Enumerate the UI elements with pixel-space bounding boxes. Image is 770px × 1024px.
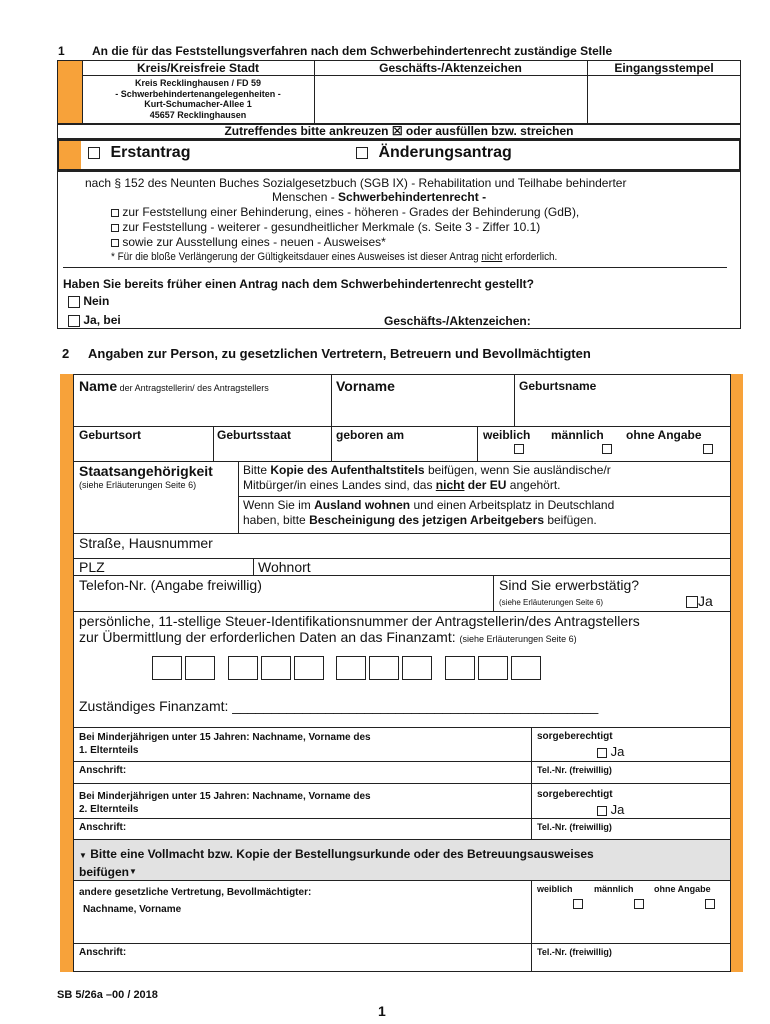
first-application-checkbox[interactable] — [88, 147, 100, 159]
gender-male-label: männlich — [551, 428, 604, 442]
col-authority: Kreis/Kreisfreie Stadt — [136, 61, 260, 75]
proxy-note: ▼ Bitte eine Vollmacht bzw. Kopie der Bestellungsurkunde oder des Betreuungsausweises beifügen▼ — [79, 847, 594, 879]
gender-none-label: ohne Angabe — [626, 428, 702, 442]
section-2-title: Angaben zur Person, zu gesetzlichen Vertretern, Betreuern und Bevollmächtigten — [88, 346, 591, 361]
rep-address-label: Anschrift: — [79, 947, 127, 958]
footnote: * Für die bloße Verlängerung der Gültigkeitsdauer eines Ausweises ist dieser Antrag nicht erforderlich. — [111, 251, 558, 263]
representative-label: andere gesetzliche Vertretung, Bevollmächtigter: Nachname, Vorname — [79, 887, 312, 915]
first-application-option[interactable] — [88, 144, 190, 162]
legal-line-2: Menschen - Schwerbehindertenrecht - — [272, 190, 487, 204]
birth-name-label: Geburtsname — [519, 379, 597, 393]
section-2-number: 2 — [62, 346, 70, 361]
parent-1-phone-label: Tel.-Nr. (freiwillig) — [537, 765, 612, 775]
prior-yes-checkbox[interactable] — [68, 315, 80, 327]
city-label: Wohnort — [258, 559, 311, 575]
change-application-label: Änderungsantrag — [378, 144, 512, 161]
phone-label: Telefon-Nr. (Angabe freiwillig) — [79, 577, 262, 593]
nationality-label: Staatsangehörigkeit — [79, 463, 213, 479]
rep-gender-female-checkbox[interactable] — [573, 899, 583, 909]
prior-yes-option[interactable]: Ja, bei — [68, 313, 121, 327]
rep-phone-label: Tel.-Nr. (freiwillig) — [537, 947, 612, 957]
employed-note: (siehe Erläuterungen Seite 6) — [499, 598, 604, 607]
tax-id-label: persönliche, 11-stellige Steuer-Identifikationsnummer der Antragstellerin/des Antragstellers zur Übermittlung der erforderlichen Daten an das Finanzamt: (siehe Erläuterungen Seite 6) — [79, 613, 640, 645]
page-number: 1 — [378, 1003, 386, 1019]
tax-id-digit[interactable] — [478, 656, 508, 680]
parent-2-custody-label: sorgeberechtigt — [537, 789, 613, 800]
tick-instruction: Zutreffendes bitte ankreuzen ☒ oder ausfüllen bzw. streichen — [224, 124, 574, 138]
employed-yes-option[interactable]: Ja — [686, 593, 713, 609]
rep-gender-none-checkbox[interactable] — [705, 899, 715, 909]
section-1-number: 1 — [58, 44, 65, 58]
col-stamp: Eingangsstempel — [614, 61, 714, 75]
nationality-note: (siehe Erläuterungen Seite 6) — [79, 480, 197, 490]
employed-yes-checkbox[interactable] — [686, 596, 698, 608]
parent-1-custody-checkbox[interactable] — [597, 748, 607, 758]
section-1-title: An die für das Feststellungsverfahren nach dem Schwerbehindertenrecht zuständige Stelle — [92, 44, 613, 58]
option-features-checkbox[interactable] — [111, 224, 119, 232]
parent-2-label: Bei Minderjährigen unter 15 Jahren: Nachname, Vorname des 2. Elternteils — [79, 791, 371, 815]
rep-gender-none-label: ohne Angabe — [654, 884, 711, 894]
authority-address: Kreis Recklinghausen / FD 59 - Schwerbehindertenangelegenheiten - Kurt-Schumacher-Allee 1 45657 Recklinghausen — [115, 78, 281, 120]
zip-label: PLZ — [79, 559, 105, 575]
tax-id-digit[interactable] — [402, 656, 432, 680]
parent-2-phone-label: Tel.-Nr. (freiwillig) — [537, 822, 612, 832]
stamp-field — [591, 78, 737, 122]
option-disability-checkbox[interactable] — [111, 209, 119, 217]
prior-no-checkbox[interactable] — [68, 296, 80, 308]
parent-2-address-label: Anschrift: — [79, 822, 127, 833]
tax-id-digit[interactable] — [369, 656, 399, 680]
tax-id-digit[interactable] — [228, 656, 258, 680]
abroad-note: Wenn Sie im Ausland wohnen und einen Arbeitsplatz in Deutschland haben, bitte Bescheinigung des jetzigen Arbeitgebers beifügen. — [243, 498, 615, 527]
employed-question: Sind Sie erwerbstätig? — [499, 577, 640, 593]
tax-id-digit[interactable] — [185, 656, 215, 680]
tax-id-digit[interactable] — [336, 656, 366, 680]
tax-id-digit[interactable] — [294, 656, 324, 680]
option-id-card[interactable]: sowie zur Ausstellung eines - neuen - Ausweises* — [111, 235, 386, 249]
gender-female-checkbox[interactable] — [514, 444, 524, 454]
birth-country-label: Geburtsstaat — [217, 428, 292, 442]
reference-field[interactable] — [318, 78, 582, 122]
parent-1-label: Bei Minderjährigen unter 15 Jahren: Nachname, Vorname des 1. Elternteils — [79, 732, 371, 756]
tax-office-field[interactable]: Zuständiges Finanzamt: _______________________________________________ — [79, 698, 599, 714]
prior-application-question: Haben Sie bereits früher einen Antrag nach dem Schwerbehindertenrecht gestellt? — [63, 277, 534, 291]
col-reference: Geschäfts-/Aktenzeichen — [379, 61, 522, 75]
gender-none-checkbox[interactable] — [703, 444, 713, 454]
residence-permit-note: Bitte Kopie des Aufenthaltstitels beifügen, wenn Sie ausländische/r Mitbürger/in eines Landes sind, das nicht der EU angehört. — [243, 463, 611, 492]
parent-1-custody-option[interactable]: Ja — [597, 744, 624, 759]
change-application-checkbox[interactable] — [356, 147, 368, 159]
prior-reference-label: Geschäfts-/Aktenzeichen: — [384, 314, 531, 328]
parent-2-custody-checkbox[interactable] — [597, 806, 607, 816]
option-id-card-checkbox[interactable] — [111, 239, 119, 247]
form-id: SB 5/26a –00 / 2018 — [57, 989, 158, 1001]
prior-no-option[interactable]: Nein — [68, 294, 109, 308]
parent-1-address-label: Anschrift: — [79, 765, 127, 776]
name-label: Name der Antragstellerin/ des Antragstellers — [79, 378, 269, 394]
change-application-option[interactable] — [356, 144, 512, 162]
tax-id-digit[interactable] — [445, 656, 475, 680]
gender-male-checkbox[interactable] — [602, 444, 612, 454]
rep-gender-male-checkbox[interactable] — [634, 899, 644, 909]
rep-gender-male-label: männlich — [594, 884, 634, 894]
gender-female-label: weiblich — [483, 428, 531, 442]
parent-1-custody-label: sorgeberechtigt — [537, 731, 613, 742]
birth-place-label: Geburtsort — [79, 428, 142, 442]
parent-2-custody-option[interactable]: Ja — [597, 802, 624, 817]
tax-id-digit[interactable] — [261, 656, 291, 680]
option-features[interactable]: zur Feststellung - weiterer - gesundheitlicher Merkmale (s. Seite 3 - Ziffer 10.1) — [111, 220, 540, 234]
option-disability[interactable]: zur Feststellung einer Behinderung, eines - höheren - Grades der Behinderung (GdB), — [111, 205, 579, 219]
birth-date-label: geboren am — [336, 428, 405, 442]
legal-line-1: nach § 152 des Neunten Buches Sozialgesetzbuch (SGB IX) - Rehabilitation und Teilhabe behinderter — [85, 176, 627, 190]
street-label: Straße, Hausnummer — [79, 535, 213, 551]
tax-id-digit[interactable] — [152, 656, 182, 680]
first-application-label: Erstantrag — [110, 144, 191, 161]
rep-gender-female-label: weiblich — [537, 884, 573, 894]
tax-id-digit[interactable] — [511, 656, 541, 680]
first-name-label: Vorname — [336, 378, 395, 394]
